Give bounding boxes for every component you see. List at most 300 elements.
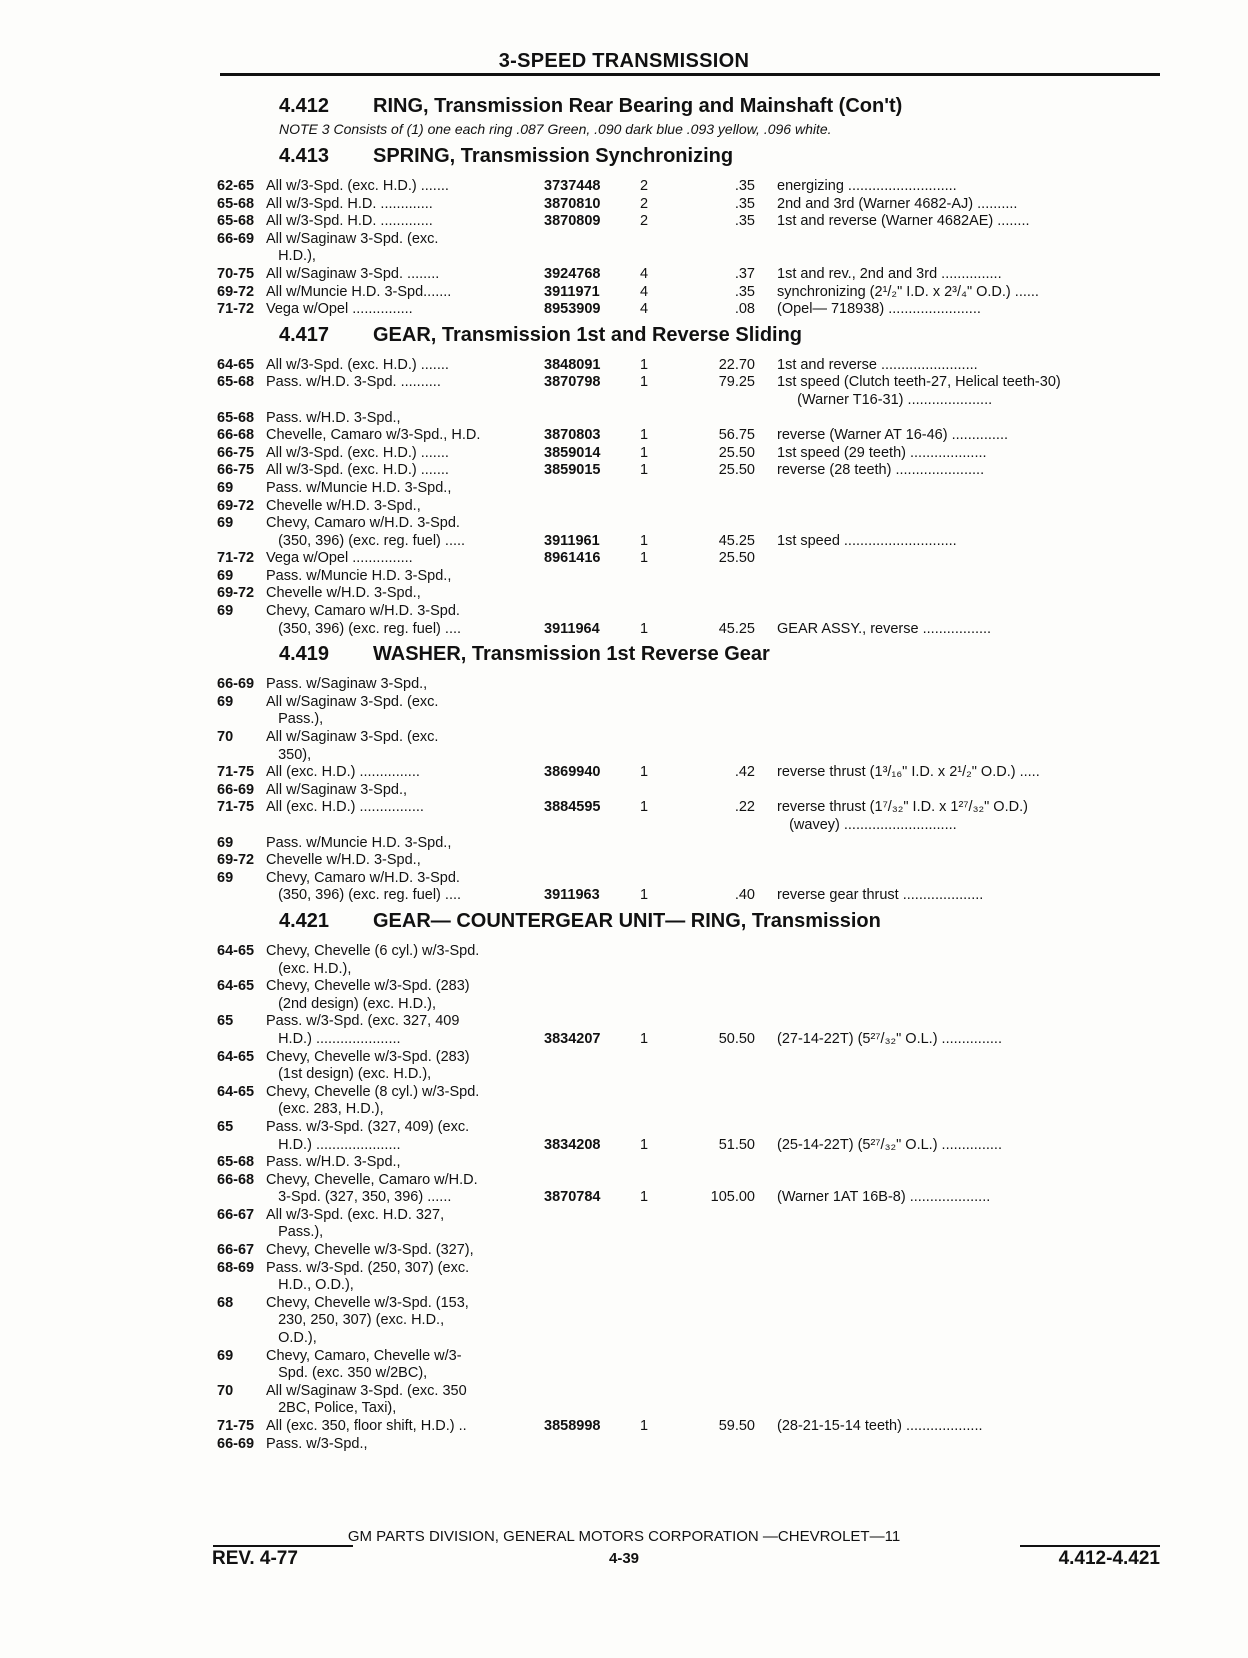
price [680, 817, 755, 835]
application: Chevy, Chevelle w/3-Spd. (283) [266, 1048, 470, 1065]
description [755, 410, 1165, 428]
parts-row [217, 178, 1165, 196]
application: All (exc. H.D.) ................ [266, 799, 424, 816]
part-number: 3924768 [544, 265, 601, 282]
description [755, 498, 1165, 516]
description: 1st and reverse (Warner 4682AE) ........ [777, 213, 1030, 230]
model-years: 65-68 [217, 374, 255, 391]
quantity [640, 585, 680, 603]
description: 1st speed (Clutch teeth-27, Helical teeth-30) [777, 374, 1061, 391]
price: .35 [734, 213, 755, 230]
price [680, 480, 755, 498]
part-number [544, 498, 640, 516]
price [680, 835, 755, 853]
part-number [544, 1172, 640, 1190]
part-number: 8961416 [544, 550, 601, 567]
parts-row [217, 568, 1165, 586]
model-years [217, 887, 266, 905]
application: All w/Muncie H.D. 3-Spd....... [266, 283, 452, 300]
model-years: 68-69 [217, 1259, 255, 1276]
price: 56.75 [718, 427, 755, 444]
model-years: 71-75 [217, 1418, 255, 1434]
parts-row [217, 943, 1165, 961]
section-number: 4.419 [279, 643, 330, 666]
description [755, 1277, 1165, 1295]
price: .35 [734, 195, 755, 212]
part-number [544, 1101, 640, 1119]
parts-row [217, 996, 1165, 1014]
quantity [640, 711, 680, 729]
price: 50.50 [718, 1030, 755, 1047]
application: H.D.) ..................... [266, 1030, 401, 1047]
model-years [217, 1224, 266, 1242]
price [680, 852, 755, 870]
description: (28-21-15-14 teeth) ................... [777, 1418, 983, 1434]
description [755, 747, 1165, 765]
price [680, 1277, 755, 1295]
part-number [544, 392, 640, 410]
price [680, 996, 755, 1014]
section-title: RING, Transmission Rear Bearing and Mainshaft (Con't) [373, 95, 903, 117]
application: (2nd design) (exc. H.D.), [266, 995, 437, 1012]
model-years: 69-72 [217, 283, 255, 300]
section-note: NOTE 3 Consists of (1) one each ring .087 Green, .090 dark blue .093 yellow, .096 white. [279, 121, 832, 137]
price [680, 1295, 755, 1313]
description [755, 1295, 1165, 1313]
part-number: 3834207 [544, 1030, 601, 1047]
part-number [544, 1400, 640, 1418]
quantity: 1 [640, 462, 649, 479]
description [755, 1365, 1165, 1383]
page-header-title: 3-SPEED TRANSMISSION [498, 50, 750, 72]
quantity [640, 1330, 680, 1348]
price: 59.50 [718, 1418, 755, 1434]
model-years [217, 996, 266, 1014]
price [680, 978, 755, 996]
parts-row [217, 1049, 1165, 1067]
application: (350, 396) (exc. reg. fuel) .... [266, 620, 462, 637]
parts-row [217, 870, 1165, 888]
quantity [640, 1400, 680, 1418]
price [680, 694, 755, 712]
description [755, 1013, 1165, 1031]
application: Chevy, Chevelle w/3-Spd. (327), [266, 1242, 474, 1259]
description [755, 1101, 1165, 1119]
application: Pass. w/Muncie H.D. 3-Spd., [266, 834, 452, 851]
price [680, 782, 755, 800]
application: Chevelle w/H.D. 3-Spd., [266, 585, 421, 602]
part-number: 3737448 [544, 178, 601, 194]
parts-row [217, 1224, 1165, 1242]
part-number [544, 1066, 640, 1084]
model-years: 65-68 [217, 195, 255, 212]
price [680, 729, 755, 747]
section-heading [217, 319, 1165, 347]
model-years: 65-68 [217, 409, 255, 426]
parts-row [217, 1348, 1165, 1366]
model-years: 64-65 [217, 942, 255, 959]
quantity [640, 978, 680, 996]
model-years: 69 [217, 515, 234, 532]
application: (exc. H.D.), [266, 960, 352, 977]
quantity [640, 1049, 680, 1067]
footer-page-number: 4-39 [608, 1550, 640, 1567]
model-years: 65-68 [217, 1154, 255, 1171]
price [680, 1013, 755, 1031]
description: (Warner T16-31) ..................... [777, 391, 993, 408]
description: 2nd and 3rd (Warner 4682-AJ) .......... [777, 195, 1018, 212]
quantity [640, 392, 680, 410]
description [755, 1207, 1165, 1225]
model-years: 70 [217, 1382, 234, 1399]
parts-row [217, 1260, 1165, 1278]
application: Pass. w/3-Spd. (250, 307) (exc. [266, 1259, 470, 1276]
quantity [640, 410, 680, 428]
quantity [640, 1224, 680, 1242]
parts-row [217, 1101, 1165, 1119]
part-number [544, 1348, 640, 1366]
parts-row [217, 462, 1165, 480]
description: (Opel— 718938) ....................... [777, 301, 981, 318]
price [680, 498, 755, 516]
part-number: 3911964 [544, 620, 600, 637]
part-number [544, 870, 640, 888]
parts-row [217, 782, 1165, 800]
price [680, 1172, 755, 1190]
application: (350, 396) (exc. reg. fuel) ..... [266, 532, 466, 549]
description: 1st and rev., 2nd and 3rd ............... [777, 265, 1002, 282]
description [755, 1348, 1165, 1366]
parts-row [217, 764, 1165, 782]
description: 1st and reverse ........................ [777, 356, 978, 373]
part-number: 8953909 [544, 301, 601, 318]
parts-row [217, 1365, 1165, 1383]
model-years: 69 [217, 603, 234, 620]
parts-row [217, 445, 1165, 463]
quantity: 1 [640, 1418, 649, 1434]
parts-row [217, 1383, 1165, 1401]
header-rule [220, 73, 1160, 76]
application: All w/Saginaw 3-Spd., [266, 781, 408, 798]
model-years [217, 1365, 266, 1383]
model-years: 69 [217, 693, 234, 710]
price [680, 603, 755, 621]
quantity [640, 1154, 680, 1172]
part-number: 3884595 [544, 799, 601, 816]
quantity [640, 961, 680, 979]
description [755, 1400, 1165, 1418]
model-years [217, 1066, 266, 1084]
part-number: 3848091 [544, 356, 601, 373]
model-years: 69 [217, 869, 234, 886]
quantity [640, 852, 680, 870]
price [680, 1365, 755, 1383]
price [680, 1383, 755, 1401]
price [680, 943, 755, 961]
price [680, 1049, 755, 1067]
quantity [640, 480, 680, 498]
description: reverse thrust (1⁷/₃₂" I.D. x 1²⁷/₃₂" O.D.) [777, 799, 1028, 816]
application: Pass. w/Muncie H.D. 3-Spd., [266, 567, 452, 584]
price [680, 248, 755, 266]
model-years: 62-65 [217, 178, 255, 194]
part-number [544, 782, 640, 800]
parts-row [217, 248, 1165, 266]
quantity: 1 [640, 532, 649, 549]
part-number [544, 978, 640, 996]
description [755, 1436, 1165, 1454]
description [755, 961, 1165, 979]
parts-row [217, 603, 1165, 621]
model-years: 69 [217, 834, 234, 851]
application: Chevelle, Camaro w/3-Spd., H.D. [266, 427, 481, 444]
price [680, 1207, 755, 1225]
part-number [544, 1365, 640, 1383]
parts-row [217, 1137, 1165, 1155]
quantity [640, 729, 680, 747]
price [680, 1101, 755, 1119]
part-number [544, 480, 640, 498]
parts-row [217, 1400, 1165, 1418]
application: Pass. w/3-Spd. (327, 409) (exc. [266, 1118, 470, 1135]
parts-catalog-body [217, 90, 1165, 1453]
application: H.D.) ..................... [266, 1136, 401, 1153]
description [755, 603, 1165, 621]
quantity: 1 [640, 1030, 649, 1047]
description [755, 694, 1165, 712]
part-number [544, 1013, 640, 1031]
price [680, 1348, 755, 1366]
section-spacer [217, 933, 1165, 943]
description [755, 1084, 1165, 1102]
model-years: 69-72 [217, 852, 255, 869]
application: Pass.), [266, 1224, 324, 1241]
description [755, 1224, 1165, 1242]
parts-row [217, 515, 1165, 533]
part-number: 3911961 [544, 532, 600, 549]
quantity [640, 1295, 680, 1313]
parts-row [217, 374, 1165, 392]
part-number [544, 817, 640, 835]
part-number [544, 1312, 640, 1330]
parts-row [217, 747, 1165, 765]
model-years [217, 1312, 266, 1330]
description: (Warner 1AT 16B-8) .................... [777, 1189, 991, 1206]
model-years: 64-65 [217, 1048, 255, 1065]
part-number [544, 1224, 640, 1242]
model-years [217, 1330, 266, 1348]
description [755, 870, 1165, 888]
description [755, 480, 1165, 498]
description: 1st speed ............................ [777, 532, 957, 549]
quantity [640, 603, 680, 621]
application: All (exc. H.D.) ............... [266, 764, 420, 781]
price: 25.50 [718, 462, 755, 479]
part-number [544, 1277, 640, 1295]
catalog-section [217, 638, 1165, 905]
description [755, 1049, 1165, 1067]
price [680, 410, 755, 428]
quantity [640, 1084, 680, 1102]
description [755, 1312, 1165, 1330]
application: Vega w/Opel ............... [266, 301, 413, 318]
description [755, 550, 1165, 568]
part-number [544, 961, 640, 979]
quantity: 4 [640, 283, 649, 300]
quantity: 2 [640, 213, 649, 230]
parts-row [217, 284, 1165, 302]
description: reverse (Warner AT 16-46) .............. [777, 427, 1008, 444]
application: H.D., O.D.), [266, 1277, 354, 1294]
quantity [640, 782, 680, 800]
quantity [640, 676, 680, 694]
parts-row [217, 1066, 1165, 1084]
quantity: 1 [640, 444, 649, 461]
application: (1st design) (exc. H.D.), [266, 1066, 432, 1083]
model-years: 64-65 [217, 356, 255, 373]
price: .35 [734, 283, 755, 300]
application: 230, 250, 307) (exc. H.D., [266, 1312, 445, 1329]
parts-row [217, 961, 1165, 979]
parts-row [217, 1084, 1165, 1102]
parts-row [217, 1436, 1165, 1454]
section-number: 4.413 [279, 145, 330, 167]
price: 25.50 [718, 444, 755, 461]
application: O.D.), [266, 1330, 317, 1347]
price: .37 [734, 265, 755, 282]
description [755, 978, 1165, 996]
quantity [640, 1119, 680, 1137]
part-number: 3911971 [544, 283, 600, 300]
description: (27-14-22T) (5²⁷/₃₂" O.L.) ............... [777, 1030, 1002, 1047]
part-number: 3858998 [544, 1418, 601, 1434]
price [680, 515, 755, 533]
catalog-section [217, 90, 1165, 140]
quantity [640, 1436, 680, 1454]
part-number [544, 1383, 640, 1401]
parts-row [217, 533, 1165, 551]
section-heading [217, 638, 1165, 666]
description [755, 568, 1165, 586]
parts-row [217, 694, 1165, 712]
description [755, 711, 1165, 729]
price [680, 1154, 755, 1172]
section-number: 4.412 [279, 95, 330, 117]
application: Chevy, Chevelle (6 cyl.) w/3-Spd. [266, 942, 480, 959]
parts-row [217, 799, 1165, 817]
quantity [640, 568, 680, 586]
application: All w/3-Spd. H.D. ............. [266, 195, 433, 212]
parts-row [217, 231, 1165, 249]
part-number: 3859014 [544, 444, 601, 461]
price: 45.25 [718, 532, 755, 549]
model-years: 64-65 [217, 978, 255, 995]
application: Pass. w/H.D. 3-Spd. .......... [266, 374, 441, 391]
quantity [640, 1101, 680, 1119]
parts-row [217, 585, 1165, 603]
price: 105.00 [710, 1189, 755, 1206]
part-number [544, 248, 640, 266]
quantity: 2 [640, 195, 649, 212]
part-number [544, 852, 640, 870]
quantity [640, 1348, 680, 1366]
application: Pass. w/3-Spd. (exc. 327, 409 [266, 1013, 460, 1030]
part-number [544, 1154, 640, 1172]
section-number: 4.421 [279, 909, 330, 932]
model-years: 71-72 [217, 301, 255, 318]
model-years: 69 [217, 1347, 234, 1364]
description [755, 996, 1165, 1014]
application: All w/3-Spd. (exc. H.D.) ....... [266, 444, 449, 461]
description [755, 1119, 1165, 1137]
parts-row [217, 1031, 1165, 1049]
description [755, 676, 1165, 694]
application: Chevy, Camaro w/H.D. 3-Spd. [266, 603, 460, 620]
part-number: 3834208 [544, 1136, 601, 1153]
quantity [640, 1312, 680, 1330]
model-years: 66-69 [217, 781, 255, 798]
quantity [640, 747, 680, 765]
description: (25-14-22T) (5²⁷/₃₂" O.L.) ............... [777, 1136, 1002, 1153]
application: Chevy, Camaro w/H.D. 3-Spd. [266, 515, 460, 532]
parts-row [217, 835, 1165, 853]
quantity [640, 817, 680, 835]
part-number [544, 1207, 640, 1225]
model-years [217, 711, 266, 729]
price [680, 1400, 755, 1418]
model-years: 65 [217, 1118, 234, 1135]
price [680, 392, 755, 410]
description [755, 729, 1165, 747]
model-years [217, 248, 266, 266]
quantity: 4 [640, 265, 649, 282]
parts-row [217, 392, 1165, 410]
parts-row [217, 1207, 1165, 1225]
quantity [640, 1277, 680, 1295]
application: All w/3-Spd. (exc. H.D.) ....... [266, 462, 449, 479]
part-number [544, 694, 640, 712]
part-number: 3911963 [544, 887, 600, 904]
model-years [217, 1137, 266, 1155]
section-title: GEAR— COUNTERGEAR UNIT— RING, Transmission [373, 909, 881, 932]
application: Pass.), [266, 711, 324, 728]
model-years: 66-75 [217, 462, 255, 479]
model-years: 66-68 [217, 427, 255, 444]
application: (exc. 283, H.D.), [266, 1101, 384, 1118]
model-years: 65-68 [217, 213, 255, 230]
part-number: 3870810 [544, 195, 601, 212]
application: Chevy, Camaro, Chevelle w/3- [266, 1347, 462, 1364]
model-years [217, 1189, 266, 1207]
application: All w/3-Spd. H.D. ............. [266, 213, 433, 230]
price: 45.25 [718, 620, 755, 637]
model-years: 71-75 [217, 799, 255, 816]
description [755, 782, 1165, 800]
part-number [544, 231, 640, 249]
model-years [217, 1277, 266, 1295]
part-number: 3870784 [544, 1189, 601, 1206]
description [755, 248, 1165, 266]
parts-row [217, 480, 1165, 498]
price [680, 568, 755, 586]
price [680, 585, 755, 603]
application: All w/3-Spd. (exc. H.D.) ....... [266, 178, 449, 194]
footer-rule-right [1020, 1545, 1160, 1547]
price [680, 1436, 755, 1454]
parts-row [217, 301, 1165, 319]
parts-row [217, 266, 1165, 284]
application: 350), [266, 746, 312, 763]
